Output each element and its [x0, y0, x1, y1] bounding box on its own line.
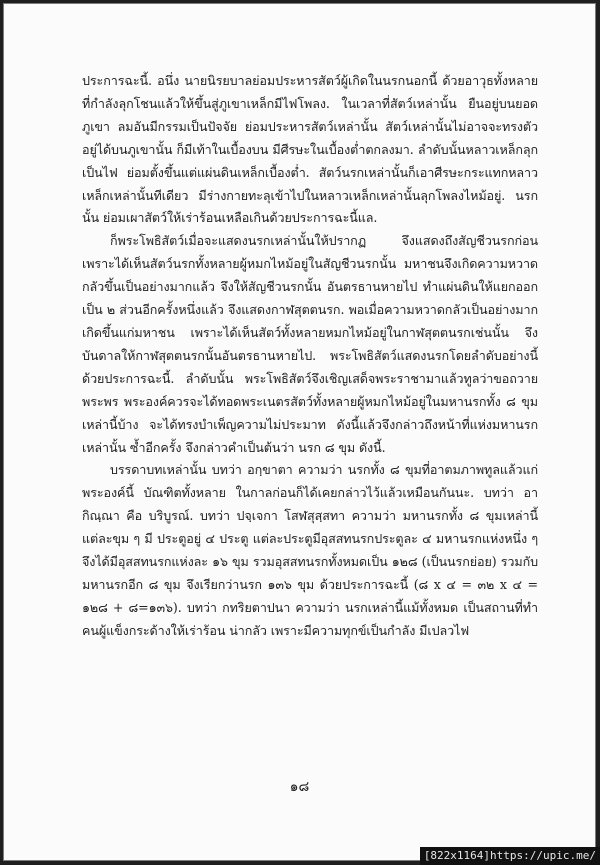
paragraph-1: ประการฉะนี้. อนึ่ง นายนิรยบาลย่อมประหารสัตว์ผู้เกิดในนรกนอกนี้ ด้วยอาวุธทั้งหลายที่กำลังลุกโชนแล้วให้ขึ้นสู่ภูเขาเหล็กมีไฟโพลง. ในเวลาที่สัตว์เหล่านั้น ยืนอยู่บนยอดภูเขา ลมอันมีกรรมเป็นปัจจัย ย่อมประหารสัตว์เหล่านั้น สัตว์เหล่านั้นไม่อาจจะทรงตัวอยู่ได้บนภูเขานั้น ก็มีเท้าในเบื้องบน มีศีรษะในเบื้องต่ำตกลงมา. ลำดับนั้นหลาวเหล็กลุกเป็นไฟ ย่อมตั้งขึ้นแต่แผ่นดินเหล็กเบื้องต่ำ. สัตว์นรกเหล่านั้นก็เอาศีรษะกระแทกหลาวเหล็กเหล่านั้นทีเดียว มีร่างกายทะลุเข้าไปในหลาวเหล็กเหล่านั้นลุกโพลงไหม้อยู่. นรกนั้น ย่อมเผาสัตว์ให้เร่าร้อนเหลือเกินด้วยประการฉะนี้แล. [82, 73, 538, 226]
paragraph-2: ก็พระโพธิสัตว์เมื่อจะแสดงนรกเหล่านั้นให้ปรากฏ จึงแสดงถึงสัญชีวนรกก่อน เพราะได้เห็นสัตว์นรกทั้งหลายผู้หมกไหม้อยู่ในสัญชีวนรกนั้น มหาชนจึงเกิดความหวาดกลัวขึ้นเป็นอย่างมากแล้ว จึงให้สัญชีวนรกนั้น อันตรธานหายไป ทำแผ่นดินให้แยกออกเป็น ๒ ส่วนอีกครั้งหนึ่งแล้ว จึงแสดงกาฬสุตตนรก. พอเมื่อความหวาดกลัวเป็นอย่างมากเกิดขึ้นแก่มหาชน เพราะได้เห็นสัตว์ทั้งหลายหมกไหม้อยู่ในกาฬสุตตนรกเช่นนั้น จึงบันดาลให้กาฬสุตตนรกนั้นอันตรธานหายไป. พระโพธิสัตว์แสดงนรกโดยลำดับอย่างนี้ด้วยประการฉะนี้. ลำดับนั้น พระโพธิสัตว์จึงเชิญเสด็จพระราชามาแล้วทูลว่าขอถวายพระพร พระองค์ควรจะได้ทอดพระเนตรสัตว์ทั้งหลายผู้หมกไหม้อยู่ในมหานรกทั้ง ๘ ขุมเหล่านี้บ้าง จะได้ทรงบำเพ็ญความไม่ประมาท ดังนี้แล้วจึงกล่าวถึงหน้าที่แห่งมหานรกเหล่านั้น ซ้ำอีกครั้ง จึงกล่าวคำเป็นต้นว่า นรก ๘ ขุม ดังนี้. [82, 233, 538, 455]
page-number: ๑๘ [289, 779, 310, 795]
image-watermark: [822x1164]https://upic.me/ [420, 847, 600, 865]
paragraph-3: บรรดาบทเหล่านั้น บทว่า อกฺขาตา ความว่า นรกทั้ง ๘ ขุมที่อาตมภาพทูลแล้วแก่พระองค์นี้ บัณฑิตทั้งหลาย ในกาลก่อนก็ได้เคยกล่าวไว้แล้วเหมือนกันนะ. บทว่า อากิณฺณา คือ บริบูรณ์. บทว่า ปจฺเจกา โสฬสุสฺสทา ความว่า มหานรกทั้ง ๘ ขุมเหล่านี้แต่ละขุม ๆ มี ประตูอยู่ ๔ ประตู แต่ละประตูมีอุสสทนรกประตูละ ๔ มหานรกแห่งหนึ่ง ๆ จึงได้มีอุสสทนรกแห่งละ ๑๖ ขุม รวมอุสสทนรกทั้งหมดเป็น ๑๒๘ (เป็นนรกย่อย) รวมกับมหานรกอีก ๘ ขุม จึงเรียกว่านรก ๑๓๖ ขุม ด้วยประการฉะนี้ (๘ x ๔ = ๓๒ x ๔ = ๑๒๘ + ๘=๑๓๖). บทว่า กทริยตาปนา ความว่า นรกเหล่านี้แม้ทั้งหมด เป็นสถานที่ทำคนผู้แข็งกระด้างให้เร่าร้อน น่ากลัว เพราะมีความทุกข์เป็นกำลัง มีเปลวไฟ [82, 462, 538, 638]
document-page [3, 3, 596, 861]
body-text [82, 70, 538, 643]
